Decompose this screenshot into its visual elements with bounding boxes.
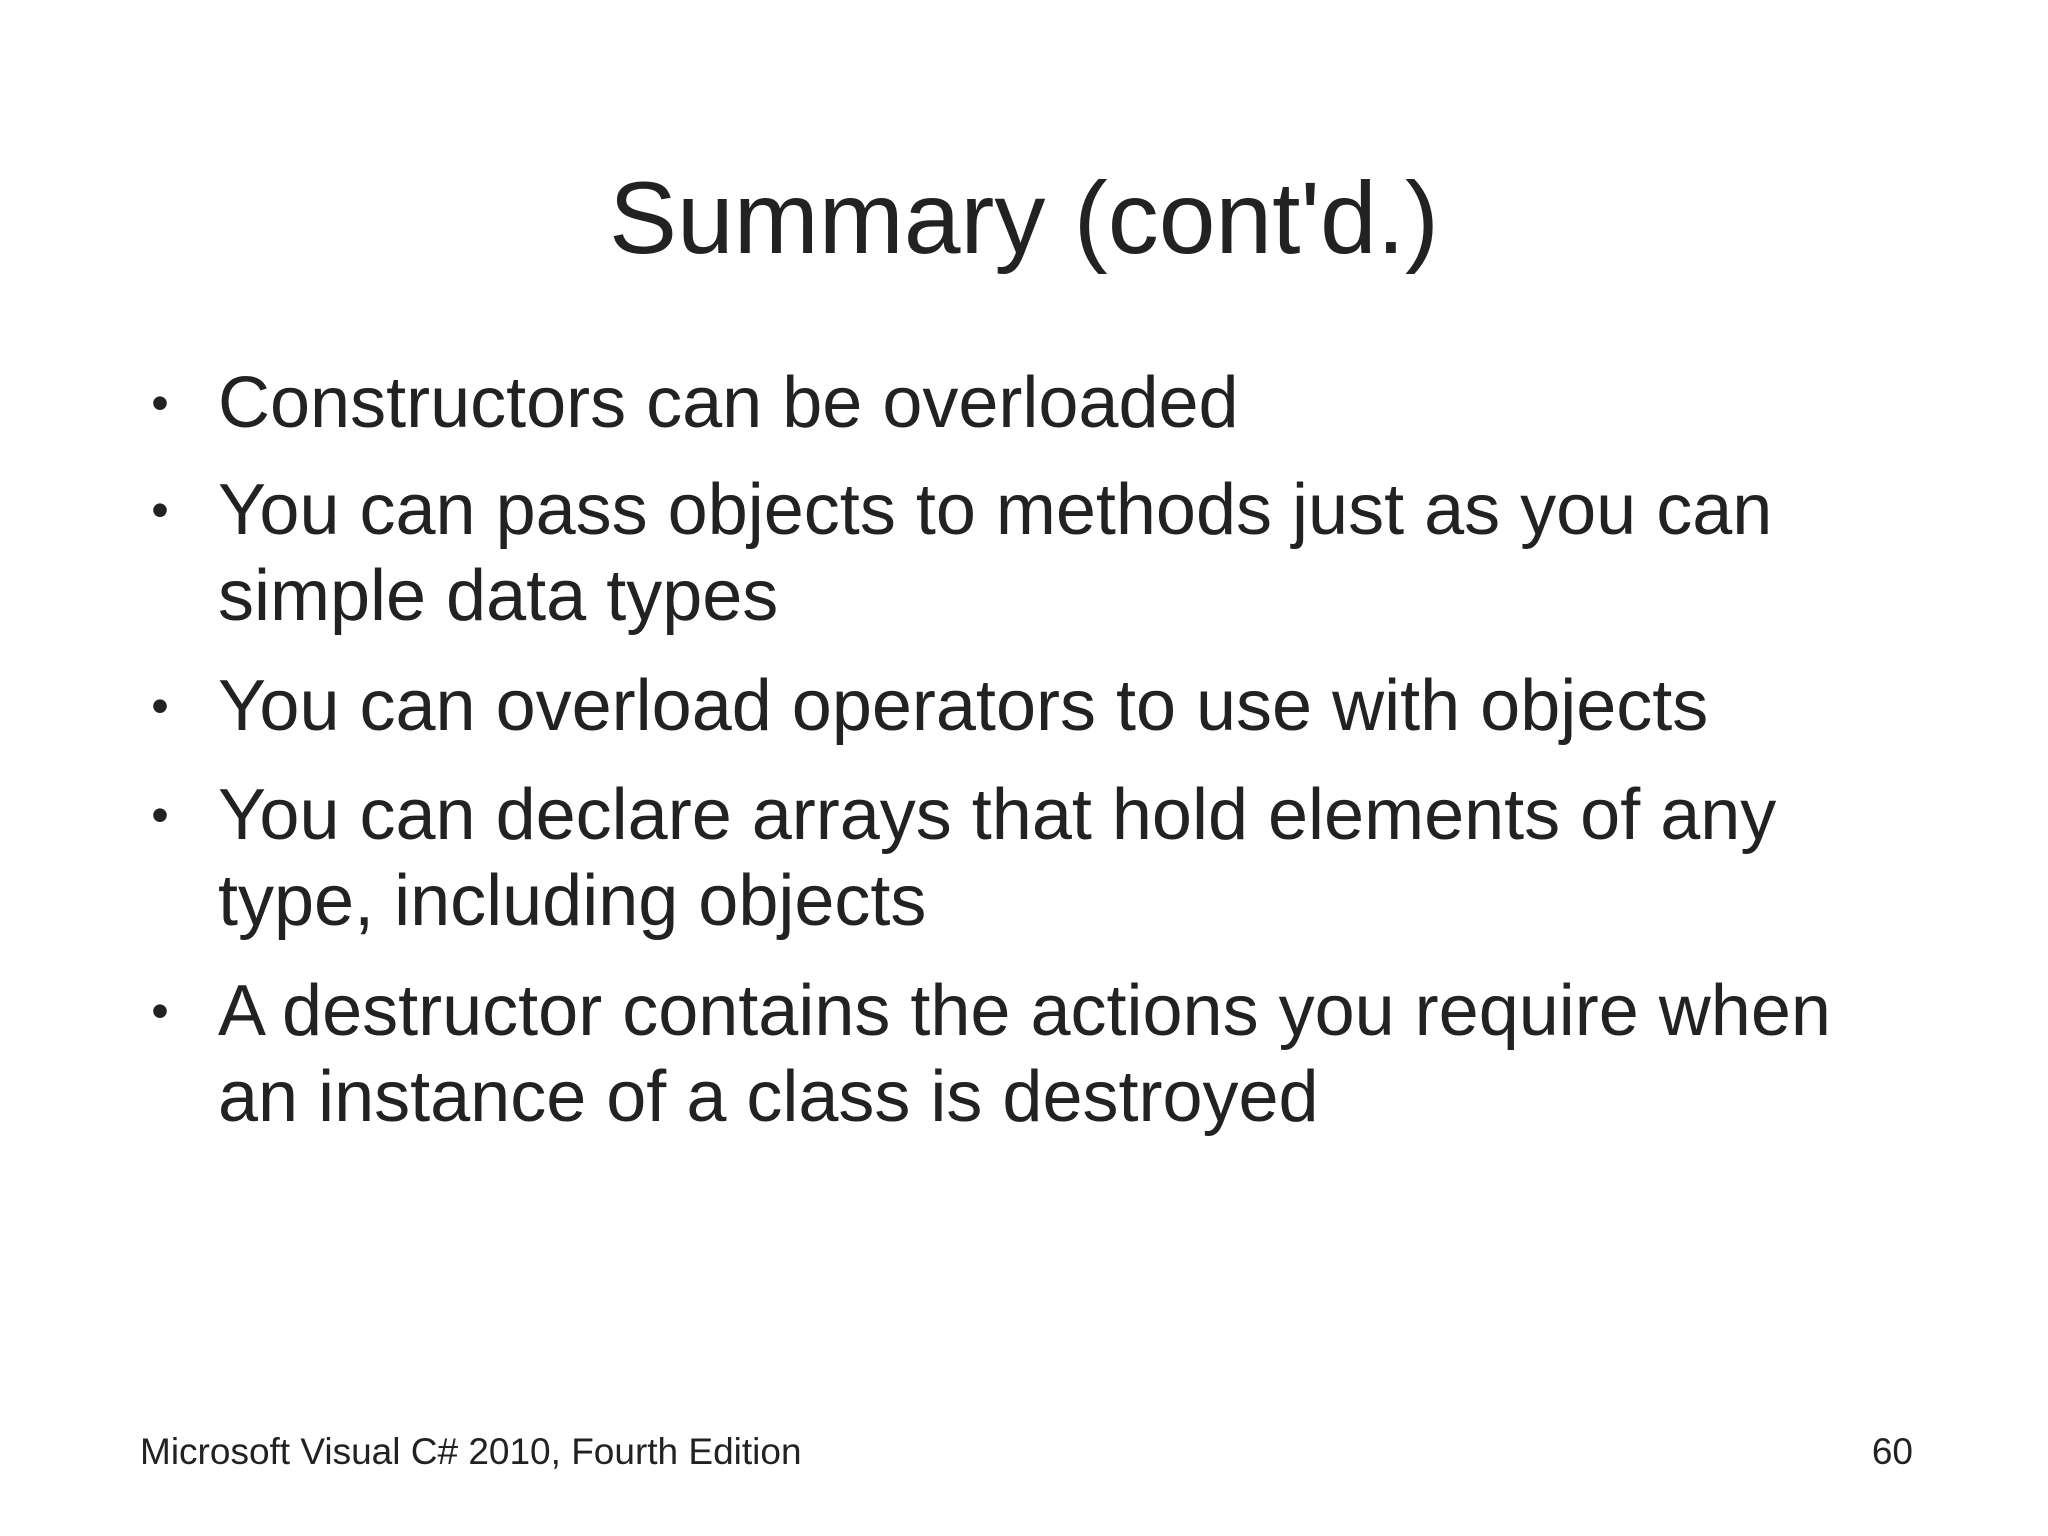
bullet-text-line: an instance of a class is destroyed: [218, 1057, 1319, 1137]
bullet-text: [218, 467, 1938, 639]
bullet-text: [218, 360, 1938, 446]
bullet-point-icon: •: [151, 787, 169, 843]
footer-page-number: 60: [1871, 1431, 1913, 1472]
bullet-text-line: You can overload operators to use with objects: [218, 666, 1709, 746]
bullet-point-icon: •: [151, 375, 169, 431]
bullet-point-icon: •: [151, 983, 169, 1039]
bullet-point-icon: •: [151, 678, 169, 734]
slide-title: Summary (cont'd.): [609, 161, 1439, 275]
bullet-text-line: Constructors can be overloaded: [218, 363, 1239, 443]
bullet-text: [218, 968, 1938, 1140]
bullet-text: [218, 663, 1938, 749]
bullet-text-line: You can declare arrays that hold elements of any: [218, 775, 1777, 855]
bullet-text-line: type, including objects: [218, 861, 927, 941]
bullet-point-icon: •: [151, 482, 169, 538]
footer-book-title: Microsoft Visual C# 2010, Fourth Edition: [140, 1431, 802, 1472]
bullet-text-line: A destructor contains the actions you require when: [218, 971, 1831, 1051]
bullet-text-line: You can pass objects to methods just as you can: [218, 470, 1773, 550]
bullet-text: [218, 772, 1938, 944]
bullet-text-line: simple data types: [218, 556, 779, 636]
